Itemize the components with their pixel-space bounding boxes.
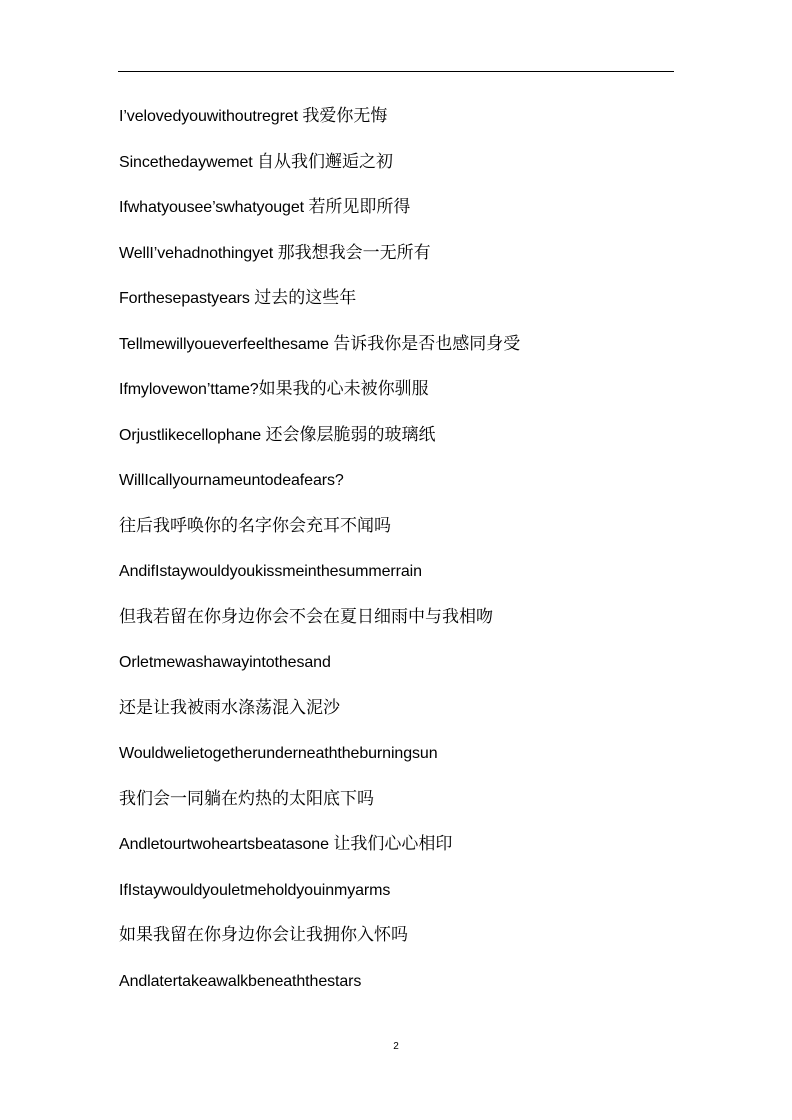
- lyric-line-4: [119, 237, 679, 283]
- page-number: 2: [393, 1041, 399, 1052]
- lyric-line-15: [119, 737, 679, 783]
- lyric-line-9: [119, 464, 679, 510]
- lyric-line-16: [119, 783, 679, 829]
- lyric-line-19: [119, 919, 679, 965]
- lyric-english: IfIstaywouldyouletmeholdyouinmyarms: [119, 881, 391, 899]
- lyric-line-12: [119, 601, 679, 647]
- lyric-chinese: 那我想我会一无所有: [277, 242, 431, 263]
- lyric-english: I’velovedyouwithoutregret: [119, 108, 298, 125]
- lyric-line-13: [119, 646, 679, 692]
- lyric-english: Ifwhatyousee’swhatyouget: [119, 199, 304, 216]
- lyric-line-5: [119, 282, 679, 328]
- lyric-chinese: 我爱你无悔: [302, 106, 388, 126]
- lyric-line-2: [119, 146, 679, 192]
- lyric-line-8: [119, 419, 679, 465]
- lyrics-list: [119, 100, 679, 1010]
- lyric-line-11: [119, 555, 679, 601]
- lyric-english: Ifmylovewon’ttame?: [119, 381, 259, 398]
- lyric-english: Sincethedaywemet: [119, 153, 253, 171]
- lyric-line-7: [119, 373, 679, 419]
- lyric-line-14: [119, 692, 679, 738]
- header-rule: [118, 71, 674, 72]
- lyric-chinese: 还是让我被雨水涤荡混入泥沙: [119, 697, 340, 718]
- lyric-chinese: 自从我们邂逅之初: [257, 151, 394, 172]
- lyric-chinese: 但我若留在你身边你会不会在夏日细雨中与我相吻: [119, 606, 493, 627]
- lyric-english: Orletmewashawayintothesand: [119, 654, 331, 671]
- lyric-english: AndifIstaywouldyoukissmeinthesummerrain: [119, 563, 422, 580]
- lyric-line-17: [119, 828, 679, 874]
- lyric-chinese: 让我们心心相印: [333, 834, 453, 854]
- lyric-english: WellI’vehadnothingyet: [119, 244, 274, 262]
- lyric-chinese: 告诉我你是否也感同身受: [333, 333, 521, 354]
- lyric-english: Forthesepastyears: [119, 290, 250, 307]
- lyric-line-18: [119, 874, 679, 920]
- lyric-chinese: 如果我的心未被你驯服: [258, 379, 429, 399]
- lyric-english: Orjustlikecellophane: [119, 426, 262, 444]
- lyric-chinese: 若所见即所得: [308, 197, 411, 217]
- lyric-chinese: 往后我呼唤你的名字你会充耳不闻吗: [119, 515, 391, 536]
- lyric-english: Wouldwelietogetherunderneaththeburningsun: [119, 745, 438, 762]
- lyric-english: Andletourtwoheartsbeatasone: [119, 836, 329, 853]
- lyric-chinese: 我们会一同躺在灼热的太阳底下吗: [119, 788, 374, 809]
- lyric-line-1: [119, 100, 679, 146]
- lyric-chinese: 还会像层脆弱的玻璃纸: [265, 424, 436, 445]
- lyric-line-3: [119, 191, 679, 237]
- lyric-line-20: [119, 965, 679, 1011]
- lyric-english: Tellmewillyoueverfeelthesame: [119, 335, 329, 353]
- lyric-english: Andlatertakeawalkbeneaththestars: [119, 972, 362, 990]
- lyric-chinese: 过去的这些年: [254, 288, 357, 308]
- lyric-chinese: 如果我留在你身边你会让我拥你入怀吗: [119, 925, 408, 945]
- lyric-line-10: [119, 510, 679, 556]
- lyric-english: WillIcallyournameuntodeafears?: [119, 472, 344, 489]
- lyric-line-6: [119, 328, 679, 374]
